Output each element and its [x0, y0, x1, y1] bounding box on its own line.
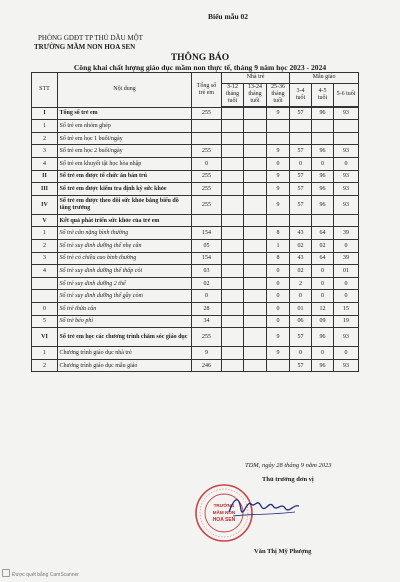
- age-4-5-cell: 96: [312, 359, 334, 372]
- age-25-36-cell: 0: [267, 277, 290, 290]
- age-13-24-cell: [244, 328, 267, 347]
- age-5-6-cell: 93: [334, 195, 359, 214]
- age-3-4-cell: 02: [290, 239, 312, 252]
- age-5-6-cell: 39: [334, 227, 359, 240]
- stt-cell: 1: [32, 120, 58, 133]
- age-4-5-cell: 0: [312, 265, 334, 278]
- table-row: [32, 359, 359, 372]
- stt-cell: 1: [32, 227, 58, 240]
- age-5-6-cell: 93: [334, 328, 359, 347]
- total-cell: 28: [192, 302, 222, 315]
- age-4-5-cell: 96: [312, 328, 334, 347]
- age-25-36-cell: [267, 214, 290, 227]
- age-3-12-cell: [222, 157, 244, 170]
- age-4-5-cell: [312, 214, 334, 227]
- stt-cell: [32, 290, 58, 303]
- header-age-13-24: 13-24 tháng tuổi: [244, 84, 267, 107]
- age-3-12-cell: [222, 132, 244, 145]
- svg-text:MẦM NON: MẦM NON: [212, 510, 236, 515]
- org-line-school: TRƯỜNG MẦM NON HOA SEN: [34, 43, 136, 51]
- age-3-4-cell: [290, 120, 312, 133]
- age-3-12-cell: [222, 290, 244, 303]
- quality-table: [31, 72, 359, 372]
- stt-cell: 2: [32, 239, 58, 252]
- age-25-36-cell: 8: [267, 252, 290, 265]
- content-cell: Số trẻ có chiều cao bình thường: [58, 252, 192, 265]
- stt-cell: V: [32, 214, 58, 227]
- content-cell: Số trẻ suy dinh dưỡng 2 thể: [58, 277, 192, 290]
- stt-cell: 2: [32, 132, 58, 145]
- age-3-4-cell: 0: [290, 157, 312, 170]
- age-3-12-cell: [222, 183, 244, 196]
- age-13-24-cell: [244, 214, 267, 227]
- age-25-36-cell: [267, 359, 290, 372]
- age-5-6-cell: [334, 120, 359, 133]
- total-cell: [192, 214, 222, 227]
- table-row: [32, 183, 359, 196]
- table-row: [32, 170, 359, 183]
- age-3-4-cell: 01: [290, 302, 312, 315]
- form-label: Biểu mẫu 02: [208, 12, 249, 21]
- table-row: [32, 277, 359, 290]
- age-3-4-cell: 0: [290, 347, 312, 360]
- age-3-4-cell: 57: [290, 195, 312, 214]
- content-cell: Số trẻ cân nặng bình thường: [58, 227, 192, 240]
- header-age-3-4: 3-4 tuổi: [290, 84, 312, 107]
- age-3-4-cell: 57: [290, 183, 312, 196]
- age-13-24-cell: [244, 252, 267, 265]
- age-3-4-cell: 57: [290, 107, 312, 120]
- age-25-36-cell: 0: [267, 265, 290, 278]
- age-25-36-cell: 9: [267, 107, 290, 120]
- header-age-5-6: 5-6 tuổi: [334, 84, 359, 107]
- signer-name: Văn Thị Mỹ Phượng: [254, 548, 312, 555]
- content-cell: Số trẻ em học các chương trình chăm sóc giáo dục: [58, 328, 192, 347]
- age-4-5-cell: 64: [312, 252, 334, 265]
- table-row: [32, 347, 359, 360]
- age-25-36-cell: 9: [267, 195, 290, 214]
- header-total: Tổng số trẻ em: [192, 73, 222, 108]
- table-row: [32, 302, 359, 315]
- age-3-4-cell: 57: [290, 328, 312, 347]
- age-3-12-cell: [222, 145, 244, 158]
- age-3-12-cell: [222, 359, 244, 372]
- age-3-12-cell: [222, 277, 244, 290]
- age-13-24-cell: [244, 183, 267, 196]
- svg-text:HOA SEN: HOA SEN: [212, 517, 236, 523]
- header-nha-tre: Nhà trẻ: [222, 73, 290, 84]
- age-5-6-cell: 0: [334, 277, 359, 290]
- total-cell: 154: [192, 227, 222, 240]
- total-cell: 154: [192, 252, 222, 265]
- total-cell: [192, 120, 222, 133]
- handwritten-signature: [225, 490, 305, 527]
- age-13-24-cell: [244, 157, 267, 170]
- total-cell: 255: [192, 107, 222, 120]
- age-4-5-cell: [312, 120, 334, 133]
- age-25-36-cell: 0: [267, 157, 290, 170]
- age-25-36-cell: [267, 132, 290, 145]
- age-5-6-cell: [334, 132, 359, 145]
- age-5-6-cell: 93: [334, 183, 359, 196]
- age-5-6-cell: 15: [334, 302, 359, 315]
- age-4-5-cell: 64: [312, 227, 334, 240]
- age-25-36-cell: 9: [267, 347, 290, 360]
- table-row: [32, 252, 359, 265]
- age-3-4-cell: 2: [290, 277, 312, 290]
- age-3-4-cell: 06: [290, 315, 312, 328]
- content-cell: Số trẻ thừa cân: [58, 302, 192, 315]
- age-3-4-cell: 43: [290, 252, 312, 265]
- total-cell: 255: [192, 328, 222, 347]
- age-13-24-cell: [244, 195, 267, 214]
- content-cell: Số trẻ béo phì: [58, 315, 192, 328]
- age-13-24-cell: [244, 359, 267, 372]
- age-5-6-cell: 19: [334, 315, 359, 328]
- age-4-5-cell: 0: [312, 347, 334, 360]
- age-4-5-cell: 12: [312, 302, 334, 315]
- age-3-12-cell: [222, 107, 244, 120]
- table-row: [32, 120, 359, 133]
- stt-cell: 4: [32, 265, 58, 278]
- age-3-12-cell: [222, 265, 244, 278]
- table-row: [32, 227, 359, 240]
- age-3-4-cell: 02: [290, 265, 312, 278]
- stt-cell: 0: [32, 302, 58, 315]
- table-row: [32, 265, 359, 278]
- age-13-24-cell: [244, 265, 267, 278]
- age-4-5-cell: 96: [312, 195, 334, 214]
- stt-cell: II: [32, 170, 58, 183]
- age-13-24-cell: [244, 227, 267, 240]
- org-line-department: PHÒNG GDĐT TP THỦ DẦU MỘT: [38, 34, 143, 42]
- scanner-watermark: [2, 569, 79, 578]
- camscanner-icon: [2, 569, 10, 577]
- signature-date: TDM, ngày 28 tháng 9 năm 2023: [245, 462, 332, 469]
- total-cell: 34: [192, 315, 222, 328]
- table-row: [32, 328, 359, 347]
- stt-cell: [32, 277, 58, 290]
- age-3-12-cell: [222, 120, 244, 133]
- age-5-6-cell: 93: [334, 107, 359, 120]
- stt-cell: 3: [32, 252, 58, 265]
- content-cell: Chương trình giáo dục mẫu giáo: [58, 359, 192, 372]
- total-cell: 255: [192, 170, 222, 183]
- stt-cell: 5: [32, 315, 58, 328]
- content-cell: Tổng số trẻ em: [58, 107, 192, 120]
- age-3-12-cell: [222, 170, 244, 183]
- table-row: [32, 157, 359, 170]
- table-row: [32, 145, 359, 158]
- stt-cell: I: [32, 107, 58, 120]
- total-cell: 255: [192, 145, 222, 158]
- age-13-24-cell: [244, 145, 267, 158]
- age-13-24-cell: [244, 277, 267, 290]
- total-cell: 0: [192, 157, 222, 170]
- content-cell: Số trẻ em được tổ chức ăn bán trú: [58, 170, 192, 183]
- content-cell: Số trẻ em nhóm ghép: [58, 120, 192, 133]
- header-age-25-36: 25-36 tháng tuổi: [267, 84, 290, 107]
- content-cell: Số trẻ suy dinh dưỡng thể gầy còm: [58, 290, 192, 303]
- age-25-36-cell: 9: [267, 170, 290, 183]
- document-title: THÔNG BÁO: [170, 53, 230, 63]
- total-cell: 03: [192, 265, 222, 278]
- stt-cell: 2: [32, 359, 58, 372]
- age-3-4-cell: 0: [290, 290, 312, 303]
- total-cell: 255: [192, 195, 222, 214]
- age-25-36-cell: 8: [267, 227, 290, 240]
- stt-cell: 1: [32, 347, 58, 360]
- table-row: [32, 315, 359, 328]
- age-13-24-cell: [244, 347, 267, 360]
- table-row: [32, 239, 359, 252]
- age-5-6-cell: 0: [334, 239, 359, 252]
- content-cell: Số trẻ suy dinh dưỡng thể thấp còi: [58, 265, 192, 278]
- age-13-24-cell: [244, 302, 267, 315]
- age-3-12-cell: [222, 214, 244, 227]
- age-13-24-cell: [244, 239, 267, 252]
- total-cell: 05: [192, 239, 222, 252]
- content-cell: Số trẻ em được kiểm tra định kỳ sức khỏe: [58, 183, 192, 196]
- age-5-6-cell: 0: [334, 157, 359, 170]
- scanner-note: Được quét bằng CamScanner: [12, 572, 79, 578]
- age-3-12-cell: [222, 315, 244, 328]
- age-4-5-cell: [312, 132, 334, 145]
- stt-cell: VI: [32, 328, 58, 347]
- age-3-4-cell: 57: [290, 170, 312, 183]
- header-content: Nội dung: [58, 73, 192, 108]
- age-4-5-cell: 02: [312, 239, 334, 252]
- age-13-24-cell: [244, 132, 267, 145]
- table-row: [32, 290, 359, 303]
- document-subtitle: Công khai chất lượng giáo dục mầm non thực tế, tháng 9 năm học 2023 - 2024: [73, 63, 327, 72]
- content-cell: Số trẻ em học 2 buổi/ngày: [58, 145, 192, 158]
- age-4-5-cell: 96: [312, 183, 334, 196]
- table-row: [32, 107, 359, 120]
- svg-text:TRƯỜNG: TRƯỜNG: [213, 503, 235, 508]
- stt-cell: 3: [32, 145, 58, 158]
- age-5-6-cell: 01: [334, 265, 359, 278]
- age-5-6-cell: [334, 214, 359, 227]
- content-cell: Chương trình giáo dục nhà trẻ: [58, 347, 192, 360]
- age-5-6-cell: 93: [334, 359, 359, 372]
- content-cell: Số trẻ suy dinh dưỡng thể nhẹ cân: [58, 239, 192, 252]
- total-cell: [192, 132, 222, 145]
- age-4-5-cell: 96: [312, 145, 334, 158]
- age-13-24-cell: [244, 107, 267, 120]
- age-4-5-cell: 09: [312, 315, 334, 328]
- age-25-36-cell: [267, 120, 290, 133]
- stt-cell: IV: [32, 195, 58, 214]
- age-5-6-cell: 0: [334, 290, 359, 303]
- table-row: [32, 195, 359, 214]
- content-cell: Số trẻ em được theo dõi sức khỏe bằng biểu đồ tăng trưởng: [58, 195, 192, 214]
- age-5-6-cell: 39: [334, 252, 359, 265]
- age-3-12-cell: [222, 195, 244, 214]
- age-3-12-cell: [222, 227, 244, 240]
- age-4-5-cell: 0: [312, 157, 334, 170]
- age-4-5-cell: 96: [312, 107, 334, 120]
- age-13-24-cell: [244, 120, 267, 133]
- age-4-5-cell: 0: [312, 290, 334, 303]
- age-3-4-cell: [290, 132, 312, 145]
- header-age-3-12: 3-12 tháng tuổi: [222, 84, 244, 107]
- age-13-24-cell: [244, 290, 267, 303]
- stt-cell: III: [32, 183, 58, 196]
- age-25-36-cell: 0: [267, 290, 290, 303]
- age-4-5-cell: 96: [312, 170, 334, 183]
- total-cell: 255: [192, 183, 222, 196]
- age-25-36-cell: 9: [267, 145, 290, 158]
- content-cell: Kết quả phát triển sức khỏe của trẻ em: [58, 214, 192, 227]
- age-25-36-cell: 0: [267, 302, 290, 315]
- age-3-12-cell: [222, 239, 244, 252]
- age-25-36-cell: 0: [267, 315, 290, 328]
- age-25-36-cell: 1: [267, 239, 290, 252]
- age-4-5-cell: 0: [312, 277, 334, 290]
- age-5-6-cell: 93: [334, 170, 359, 183]
- stt-cell: 4: [32, 157, 58, 170]
- age-5-6-cell: 0: [334, 347, 359, 360]
- age-3-4-cell: 57: [290, 145, 312, 158]
- age-3-12-cell: [222, 347, 244, 360]
- age-3-4-cell: 43: [290, 227, 312, 240]
- age-25-36-cell: 9: [267, 328, 290, 347]
- age-3-4-cell: [290, 214, 312, 227]
- age-25-36-cell: 9: [267, 183, 290, 196]
- age-5-6-cell: 93: [334, 145, 359, 158]
- age-13-24-cell: [244, 170, 267, 183]
- age-3-4-cell: 57: [290, 359, 312, 372]
- table-row: [32, 214, 359, 227]
- total-cell: 9: [192, 347, 222, 360]
- header-age-4-5: 4-5 tuổi: [312, 84, 334, 107]
- content-cell: Số trẻ em học 1 buổi/ngày: [58, 132, 192, 145]
- signer-role: Thủ trưởng đơn vị: [262, 476, 314, 483]
- age-3-12-cell: [222, 302, 244, 315]
- header-mau-giao: Mẫu giáo: [290, 73, 359, 84]
- total-cell: 02: [192, 277, 222, 290]
- age-13-24-cell: [244, 315, 267, 328]
- age-3-12-cell: [222, 252, 244, 265]
- total-cell: 0: [192, 290, 222, 303]
- header-stt: STT: [32, 73, 58, 108]
- age-3-12-cell: [222, 328, 244, 347]
- total-cell: 246: [192, 359, 222, 372]
- table-row: [32, 132, 359, 145]
- content-cell: Số trẻ em khuyết tật học hòa nhập: [58, 157, 192, 170]
